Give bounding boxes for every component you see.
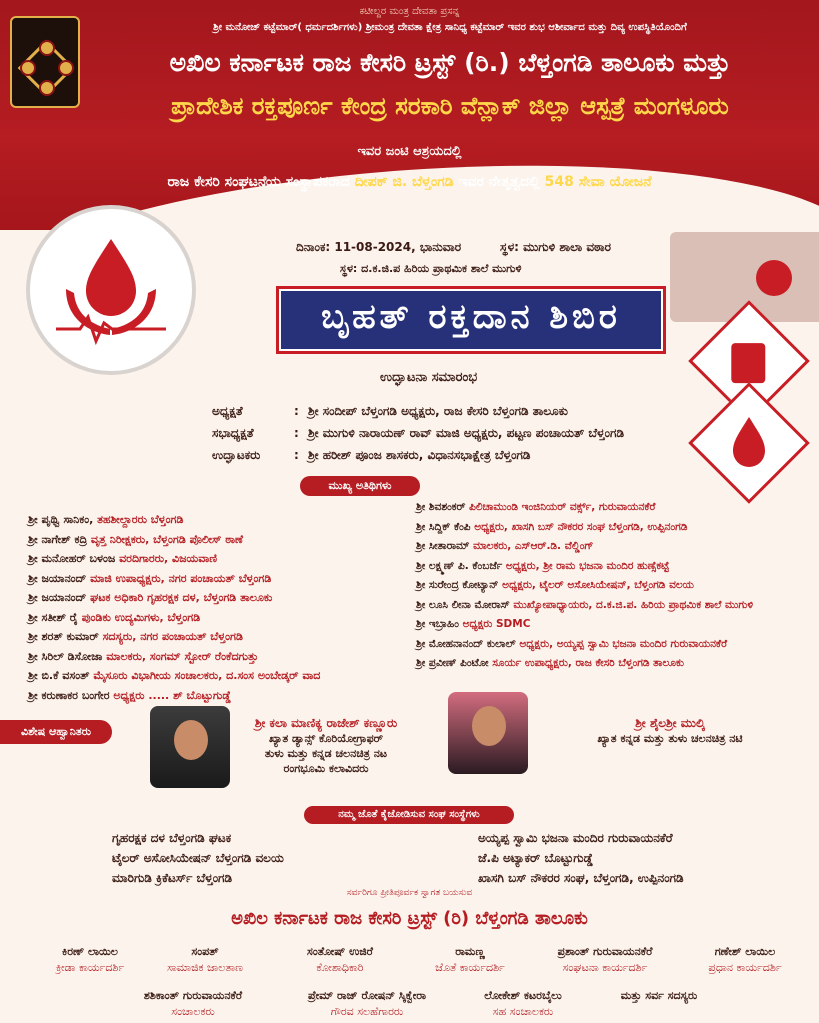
row-value: ಶ್ರೀ ಸಂದೀಪ್ ಬೆಳ್ತಂಗಡಿ ಅಧ್ಯಕ್ಷರು, ರಾಜ ಕೇಸರಿ ಬೆಳ್ತಂಗಡಿ ತಾಲೂಕು: [308, 404, 568, 418]
guest-photo-shailashree: [448, 692, 528, 774]
list-item: ಶ್ರೀ ಸೀತಾರಾಮ್ ಮಾಲಕರು, ಎಸ್‌ಆರ್.ಡಿ. ವೆಲ್ಡಿಂಗ್: [416, 540, 594, 552]
service-number: 548 ಸೇವಾ ಯೋಜನೆ: [544, 174, 652, 190]
logo-dot: [39, 40, 55, 56]
list-item: ಶ್ರೀ ಕರುಣಾಕರ ಬಂಗೇರ ಅಧ್ಯಕ್ಷರು ..... ಶ್ ಬೊಟ್ಟುಗುಡ್ಡೆ: [28, 688, 232, 702]
list-item: ಜೆ.ಪಿ ಅಟ್ಯಾಕರ್ ಬೊಟ್ಟುಗುಡ್ಡೆ: [478, 851, 594, 865]
event-venue: ಸ್ಥಳ: ಮುಗುಳಿ ಶಾಲಾ ವಠಾರ: [500, 240, 611, 254]
list-item: ಶ್ರೀ ಪ್ರವೀಣ್ ಪಿಂಟೋ ಸೂರ್ಯ ಉಪಾಧ್ಯಕ್ಷರು, ರಾಜ ಕೇಸರಿ ಬೆಳ್ತಂಗಡಿ ತಾಲೂಕು: [416, 657, 685, 669]
row-value: ಶ್ರೀ ಹರೀಶ್ ಪೂಂಜ ಶಾಸಕರು, ವಿಧಾನಸಭಾಕ್ಷೇತ್ರ ಬೆಳ್ತಂಗಡಿ: [308, 448, 531, 462]
member: ಶಶಿಕಾಂತ್ ಗುರುವಾಯನಕೆರೆ ಸಂಚಾಲಕರು: [143, 989, 243, 1018]
list-item: ಶ್ರೀ ಜಯಾನಂದ್ ಘಟಕ ಅಧಿಕಾರಿ ಗೃಹರಕ್ಷಕ ದಳ, ಬೆಳ್ತಂಗಡಿ ತಾಲೂಕು: [28, 591, 273, 604]
special-invitees-pill: ವಿಶೇಷ ಆಹ್ವಾನಿತರು: [0, 720, 112, 744]
row-value: ಶ್ರೀ ಮುಗುಳಿ ನಾರಾಯಣ್ ರಾವ್ ಮಾಜಿ ಅಧ್ಯಕ್ಷರು, ಪಟ್ಟಣ ಪಂಚಾಯತ್ ಬೆಳ್ತಂಗಡಿ: [308, 426, 624, 440]
list-item: ಟೈಲರ್ ಅಸೋಸಿಯೇಷನ್ ಬೆಳ್ತಂಗಡಿ ವಲಯ: [112, 851, 284, 865]
guest-photo-rajesh: [150, 706, 230, 788]
avatar: [472, 706, 506, 746]
list-item: ಶ್ರೀ ಲೂಸಿ ಲೀನಾ ಮೋರಾಸ್ ಮುಖ್ಯೋಪಾಧ್ಯಾಯರು, ದ.ಕ.ಜಿ.ಪ. ಹಿರಿಯ ಪ್ರಾಥಮಿಕ ಶಾಲೆ ಮುಗುಳಿ: [416, 598, 754, 611]
list-item: ಶ್ರೀ ಮನೋಹರ್ ಬಳಂಜ ವರದಿಗಾರರು, ವಿಜಯವಾಣಿ: [28, 552, 218, 565]
inauguration-row: ಅಧ್ಯಕ್ಷತೆ : ಶ್ರೀ ಸಂದೀಪ್ ಬೆಳ್ತಂಗಡಿ ಅಧ್ಯಕ್ಷರು, ರಾಜ ಕೇಸರಿ ಬೆಳ್ತಂಗಡಿ ತಾಲೂಕು: [212, 404, 568, 418]
guest-role: ಖ್ಯಾತ ಡ್ಯಾನ್ಸ್ ಕೊರಿಯೋಗ್ರಾಫರ್: [268, 732, 384, 745]
list-item: ಶ್ರೀ ಶರತ್ ಕುಮಾರ್ ಸದಸ್ಯರು, ನಗರ ಪಂಚಾಯತ್ ಬೆಳ್ತಂಗಡಿ: [28, 630, 243, 643]
drop-icon: [709, 403, 789, 483]
footer-title: ಅಖಿಲ ಕರ್ನಾಟಕ ರಾಜ ಕೇಸರಿ ಟ್ರಸ್ಟ್ (ರಿ) ಬೆಳ್ತಂಗಡಿ ತಾಲೂಕು: [231, 908, 588, 929]
welcome-line: ಸರ್ವರಿಗೂ ಪ್ರೀತಿಪೂರ್ವಕ ಸ್ವಾಗತ ಬಯಸುವ: [346, 888, 473, 898]
list-item: ಶ್ರೀ ಸಿದ್ದಿಕ್ ಕೆಂಪಿ ಅಧ್ಯಕ್ಷರು, ಖಾಸಗಿ ಬಸ್ ನೌಕರರ ಸಂಘ ಬೆಳ್ತಂಗಡಿ, ಉಪ್ಪಿನಂಗಡಿ: [416, 520, 688, 533]
supporters-right: [478, 828, 684, 888]
member: ಸಂಪತ್ ಸಾಮಾಜಿಕ ಜಾಲತಾಣ: [167, 945, 243, 974]
founder-name: ದೀಪಕ್ ಜಿ. ಬೆಳ್ತಂಗಡಿ: [354, 174, 454, 190]
inauguration-title: ಉದ್ಘಾಟನಾ ಸಮಾರಂಭ: [380, 370, 478, 385]
member: ಕಿರಣ್ ಲಾಯಿಲ ಕ್ರೀಡಾ ಕಾರ್ಯದರ್ಶಿ: [55, 945, 125, 974]
avatar: [174, 720, 208, 760]
guest-name: ಶ್ರೀ ಶೈಲಶ್ರೀ ಮುಲ್ಕಿ: [635, 716, 705, 730]
list-item: ಶ್ರೀ ಸತೀಶ್ ರೈ ಪುಂಡಿಕು ಉದ್ಯಮಿಗಳು, ಬೆಳ್ತಂಗಡಿ: [28, 610, 201, 624]
member: ಸಂತೋಷ್ ಉಜಿರೆ ಕೋಶಾಧಿಕಾರಿ: [307, 945, 373, 974]
member: ಮತ್ತು ಸರ್ವ ಸದಸ್ಯರು: [620, 989, 698, 1002]
member: ಗಣೇಶ್ ಲಾಯಿಲ ಪ್ರಧಾನ ಕಾರ್ಯದರ್ಶಿ: [708, 945, 782, 974]
special-guest-2: [552, 716, 788, 746]
inauguration-row: ಸಭಾಧ್ಯಕ್ಷತೆ : ಶ್ರೀ ಮುಗುಳಿ ನಾರಾಯಣ್ ರಾವ್ ಮಾಜಿ ಅಧ್ಯಕ್ಷರು, ಪಟ್ಟಣ ಪಂಚಾಯತ್ ಬೆಳ್ತಂಗಡಿ: [212, 426, 624, 440]
list-item: ಶ್ರೀ ಬಿ.ಕೆ ವಸಂತ್ ಮೈಸೂರು ವಿಭಾಗೀಯ ಸಂಚಾಲಕರು, ದ.ಸಂಸ ಅಂಬೇಡ್ಕರ್ ವಾದ: [28, 669, 321, 682]
list-item: ಶ್ರೀ ಇಬ್ರಾಹಿಂ ಅಧ್ಯಕ್ಷರು SDMC: [416, 618, 531, 630]
joint-auspices: ಇವರ ಜಂಟಿ ಆಶ್ರಯದಲ್ಲಿ: [357, 144, 462, 159]
guest-role: ರಂಗಭೂಮಿ ಕಲಾವಿದರು: [283, 762, 369, 775]
event-venue-school: ಸ್ಥಳ: ದ.ಕ.ಜಿ.ಪ ಹಿರಿಯ ಪ್ರಾಥಮಿಕ ಶಾಲೆ ಮುಗುಳಿ: [340, 262, 522, 275]
chief-guests-pill: ಮುಖ್ಯ ಅತಿಥಿಗಳು: [300, 476, 420, 496]
row-key: ಸಭಾಧ್ಯಕ್ಷತೆ: [212, 426, 254, 440]
logo-dot: [39, 80, 55, 96]
list-item: ಶ್ರೀ ಪೃಥ್ವಿ ಸಾನಿಕಂ, ತಹಶೀಲ್ದಾರರು ಬೆಳ್ತಂಗಡಿ: [28, 513, 184, 526]
member: ರಾಮಣ್ಣ ಜೊತೆ ಕಾರ್ಯದರ್ಶಿ: [435, 945, 505, 974]
trust-logo: [10, 16, 80, 108]
blood-drop-hands-emblem: [26, 205, 196, 375]
list-item: ಶ್ರೀ ಜಯಾನಂದ್ ಮಾಜಿ ಉಪಾಧ್ಯಕ್ಷರು, ನಗರ ಪಂಚಾಯತ್ ಬೆಳ್ತಂಗಡಿ: [28, 571, 272, 585]
list-item: ಶ್ರೀ ನಾಗೇಶ್ ಕದ್ರಿ ವೃತ್ತ ನಿರೀಕ್ಷಕರು, ಬೆಳ್ತಂಗಡಿ ಪೊಲೀಸ್ ಠಾಣೆ: [28, 532, 243, 546]
member: ಲೋಕೇಶ್ ಕಟರಬೈಲು ಸಹ ಸಂಚಾಲಕರು: [484, 989, 562, 1018]
member: ಪ್ರೇಮ್ ರಾಜ್ ರೋಷನ್ ಸ್ಕಿಕ್ವೇರಾ ಗೌರವ ಸಲಹೆಗಾರರು: [307, 989, 427, 1018]
list-item: ಶ್ರೀ ಶಿವಶಂಕರ್ ಪಿಲಿಚಾಮುಂಡಿ ಇಂಜಿನಿಯರ್ ವರ್ಕ್ಸ್, ಗುರುವಾಯನಕೆರೆ: [416, 501, 656, 513]
organizer-title: ಅಖಿಲ ಕರ್ನಾಟಕ ರಾಜ ಕೇಸರಿ ಟ್ರಸ್ಟ್ (ರಿ.) ಬೆಳ್ತಂಗಡಿ ತಾಲೂಕು ಮತ್ತು: [169, 48, 731, 77]
list-item: ಶ್ರೀ ಮೋಹನಾನಂದ್ ಕುಲಾಲ್ ಅಧ್ಯಕ್ಷರು, ಅಯ್ಯಪ್ಪ ಸ್ವಾಮಿ ಭಜನಾ ಮಂದಿರ ಗುರುವಾಯನಕೆರೆ: [416, 637, 728, 650]
camp-title-banner: [276, 286, 666, 354]
logo-dot: [20, 60, 36, 76]
list-item: ಗೃಹರಕ್ಷಕ ದಳ ಬೆಳ್ತಂಗಡಿ ಘಟಕ: [112, 831, 232, 845]
list-item: ಮಾರಿಗುಡಿ ಕ್ರಿಕೆಟರ್ಸ್ ಬೆಳ್ತಂಗಡಿ: [112, 871, 233, 885]
list-item: ಖಾಸಗಿ ಬಸ್ ನೌಕರರ ಸಂಘ, ಬೆಳ್ತಂಗಡಿ, ಉಪ್ಪಿನಂಗಡಿ: [478, 871, 684, 885]
co-organizer-title: ಪ್ರಾದೇಶಿಕ ರಕ್ತಪೂರ್ಣ ಕೇಂದ್ರ ಸರಕಾರಿ ವೆನ್ಲಾಕ್ ಜಿಲ್ಲಾ ಆಸ್ಪತ್ರೆ ಮಂಗಳೂರು: [171, 92, 729, 120]
guest-role: ಖ್ಯಾತ ಕನ್ನಡ ಮತ್ತು ತುಳು ಚಲನಚಿತ್ರ ನಟಿ: [597, 732, 743, 745]
row-key: ಅಧ್ಯಕ್ಷತೆ: [212, 404, 243, 418]
list-item: ಶ್ರೀ ಸಿರಿಲ್ ಡಿಸೋಜಾ ಮಾಲಕರು, ಸಂಗಮ್ ಸ್ಟೋರ್ ರೆಂಕೆದಗುತ್ತು: [28, 649, 259, 663]
blessing-line: ಶ್ರೀ ಮನೋಜ್ ಕಟ್ಟೆಮಾರ್( ಧರ್ಮದರ್ಶಿಗಳು) ಶ್ರೀಮಂತ್ರ ದೇವತಾ ಕ್ಷೇತ್ರ ಸಾನಿಧ್ಯ ಕಟ್ಟೆಮಾರ್ ಇವರ ಶುಭ ಆಶೀರ್ವಾದ ಮತ್ತು ದಿವ್ಯ ಉಪಸ್ಥಿತಿಯೊಂದಿಗೆ: [213, 22, 687, 33]
row-key: ಉದ್ಘಾಟಕರು: [212, 448, 261, 462]
leadership-prefix: ರಾಜ ಕೇಸರಿ ಸಂಘಟನೆಯ ಸಂಸ್ಥಾಪಕರಾದ: [167, 174, 355, 190]
list-item: ಅಯ್ಯಪ್ಪ ಸ್ವಾಮಿ ಭಜನಾ ಮಂದಿರ ಗುರುವಾಯನಕೆರೆ: [478, 831, 673, 845]
inauguration-row: ಉದ್ಘಾಟಕರು : ಶ್ರೀ ಹರೀಶ್ ಪೂಂಜ ಶಾಸಕರು, ವಿಧಾನಸಭಾಕ್ಷೇತ್ರ ಬೆಳ್ತಂಗಡಿ: [212, 448, 531, 462]
chief-guests-left: [28, 510, 320, 705]
logo-dot: [58, 60, 74, 76]
chief-guests-right: [416, 498, 753, 674]
blood-drop-icon: [30, 209, 192, 371]
list-item: ಶ್ರೀ ಲಕ್ಷ್ಮಣ್ ಪಿ. ಕೆಂಬರ್ಜೆ ಅಧ್ಯಕ್ಷರು, ಶ್ರೀ ರಾಮ ಭಜನಾ ಮಂದಿರ ಹುಣ್ಸೆಕಟ್ಟೆ: [416, 559, 670, 572]
leadership-mid: ಇವರ ನೇತೃತ್ವದಲ್ಲಿ: [453, 174, 545, 190]
guest-role: ತುಳು ಮತ್ತು ಕನ್ನಡ ಚಲನಚಿತ್ರ ನಟ: [264, 747, 388, 760]
camp-title: ಬೃಹತ್ ರಕ್ತದಾನ ಶಿಬಿರ: [321, 297, 621, 337]
supporters-pill: ನಮ್ಮ ಜೊತೆ ಕೈಜೋಡಿಸುವ ಸಂಘ ಸಂಸ್ಥೆಗಳು: [304, 806, 514, 824]
top-invocation: ಕಟೀಲ್ದರ ಮಂತ್ರ ದೇವತಾ ಪ್ರಸನ್ನ: [359, 6, 460, 17]
member: ಪ್ರಶಾಂತ್ ಗುರುವಾಯನಕೆರೆ ಸಂಘಟನಾ ಕಾರ್ಯದರ್ಶಿ: [557, 945, 653, 974]
special-guest-1: [226, 716, 426, 776]
drop-tile-icon: [688, 382, 810, 504]
guest-name: ಶ್ರೀ ಕಲಾ ಮಾಣಿಕ್ಯ ರಾಜೇಶ್ ಕಣ್ಣೂರು: [254, 716, 398, 730]
event-date: ದಿನಾಂಕ: 11-08-2024, ಭಾನುವಾರ: [296, 240, 462, 254]
blood-ball-icon: [756, 260, 792, 296]
supporters-left: [112, 828, 284, 888]
list-item: ಶ್ರೀ ಸುರೇಂದ್ರ ಕೋಟ್ಯಾನ್ ಅಧ್ಯಕ್ಷರು, ಟೈಲರ್ ಅಸೋಸಿಯೇಷನ್, ಬೆಳ್ತಂಗಡಿ ವಲಯ: [416, 579, 694, 591]
leadership-line: [0, 174, 819, 190]
